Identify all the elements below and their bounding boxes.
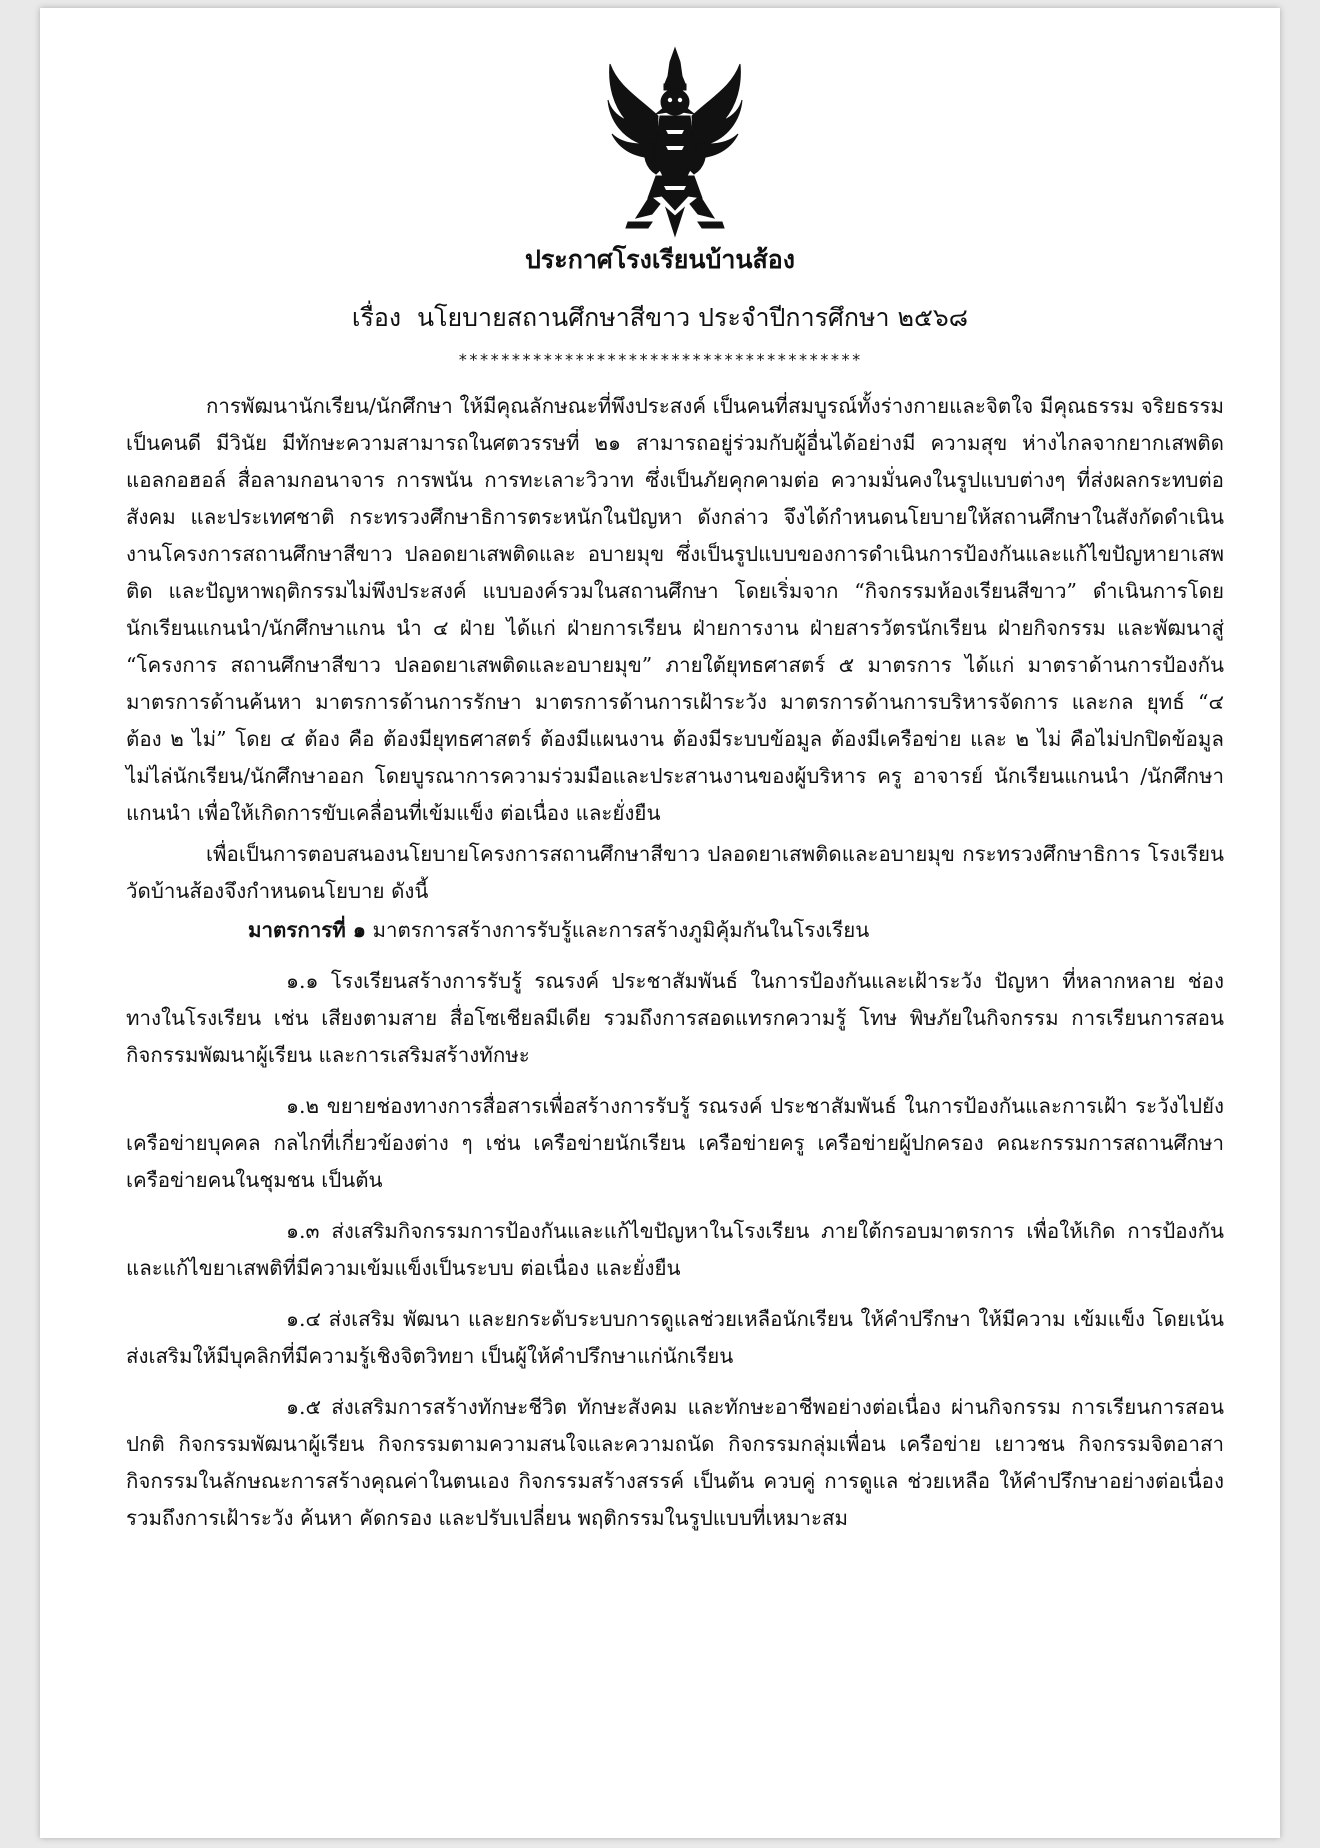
measure-item-1-1: ๑.๑ โรงเรียนสร้างการรับรู้ รณรงค์ ประชาสัมพันธ์ ในการป้องกันและเฝ้าระวัง ปัญหา ที่หลากหลาย ช่องทางในโรงเรียน เช่น เสียงตามสาย สื่อโซเชียลมีเดีย รวมถึงการสอดแทรกความรู้ โทษ พิษภัยในกิจกรรม การเรียนการสอน กิจกรรมพัฒนาผู้เรียน และการเสริมสร้างทักษะ — [126, 969, 1224, 1067]
announcement-body — [126, 388, 1224, 1537]
separator-line: ************************************** — [457, 350, 863, 369]
announcement-title: ประกาศโรงเรียนบ้านส้อง — [524, 245, 796, 274]
intro-paragraph: การพัฒนานักเรียน/นักศึกษา ให้มีคุณลักษณะที่พึงประสงค์ เป็นคนที่สมบูรณ์ทั้งร่างกายและจิตใจ มีคุณธรรม จริยธรรม เป็นคนดี มีวินัย มีทักษะความสามารถในศตวรรษที่ ๒๑ สามารถอยู่ร่วมกับผู้อื่นได้อย่างมี ความสุข ห่างไกลจากยากเสพติด แอลกอฮอล์ สื่อลามกอนาจาร การพนัน การทะเลาะวิวาท ซึ่งเป็นภัยคุกคามต่อ ความมั่นคงในรูปแบบต่างๆ ที่ส่งผลกระทบต่อสังคม และประเทศชาติ กระทรวงศึกษาธิการตระหนักในปัญหา ดังกล่าว จึงได้กำหนดนโยบายให้สถานศึกษาในสังกัดดำเนินงานโครงการสถานศึกษาสีขาว ปลอดยาเสพติดและ อบายมุข ซึ่งเป็นรูปแบบของการดำเนินการป้องกันและแก้ไขปัญหายาเสพติด และปัญหาพฤติกรรมไม่พึงประสงค์ แบบองค์รวมในสถานศึกษา โดยเริ่มจาก “กิจกรรมห้องเรียนสีขาว” ดำเนินการโดยนักเรียนแกนนำ/นักศึกษาแกน นำ ๔ ฝ่าย ได้แก่ ฝ่ายการเรียน ฝ่ายการงาน ฝ่ายสารวัตรนักเรียน ฝ่ายกิจกรรม และพัฒนาสู่ “โครงการ สถานศึกษาสีขาว ปลอดยาเสพติดและอบายมุข” ภายใต้ยุทธศาสตร์ ๕ มาตรการ ได้แก่ มาตราด้านการป้องกัน มาตรการด้านค้นหา มาตรการด้านการรักษา มาตรการด้านการเฝ้าระวัง มาตรการด้านการบริหารจัดการ และกล ยุทธ์ “๔ ต้อง ๒ ไม่” โดย ๔ ต้อง คือ ต้องมียุทธศาสตร์ ต้องมีแผนงาน ต้องมีระบบข้อมูล ต้องมีเครือข่าย และ ๒ ไม่ คือไม่ปกปิดข้อมูล ไม่ไล่นักเรียน/นักศึกษาออก โดยบูรณาการความร่วมมือและประสานงานของผู้บริหาร ครู อาจารย์ นักเรียนแกนนำ /นักศึกษาแกนนำ เพื่อให้เกิดการขับเคลื่อนที่เข้มแข็ง ต่อเนื่อง และยั่งยืน — [126, 394, 1224, 825]
measure-label: มาตรการที่ ๑ — [248, 918, 366, 942]
measure-title: มาตรการสร้างการรับรู้และการสร้างภูมิคุ้มกันในโรงเรียน — [365, 918, 870, 942]
measure-item-1-2: ๑.๒ ขยายช่องทางการสื่อสารเพื่อสร้างการรับรู้ รณรงค์ ประชาสัมพันธ์ ในการป้องกันและการเฝ้า ระวังไปยังเครือข่ายบุคคล กลไกที่เกี่ยวข้องต่าง ๆ เช่น เครือข่ายนักเรียน เครือข่ายครู เครือข่ายผู้ปกครอง คณะกรรมการสถานศึกษา เครือข่ายคนในชุมชน เป็นต้น — [126, 1094, 1224, 1192]
measure-item-1-3: ๑.๓ ส่งเสริมกิจกรรมการป้องกันและแก้ไขปัญหาในโรงเรียน ภายใต้กรอบมาตรการ เพื่อให้เกิด การป้องกันและแก้ไขยาเสพติที่มีความเข้มแข็งเป็นระบบ ต่อเนื่อง และยั่งยืน — [126, 1219, 1224, 1280]
garuda-emblem-icon — [606, 46, 744, 238]
measure-item-1-5: ๑.๕ ส่งเสริมการสร้างทักษะชีวิต ทักษะสังคม และทักษะอาชีพอย่างต่อเนื่อง ผ่านกิจกรรม การเรียนการสอนปกติ กิจกรรมพัฒนาผู้เรียน กิจกรรมตามความสนใจและความถนัด กิจกรรมกลุ่มเพื่อน เครือข่าย เยาวชน กิจกรรมจิตอาสา กิจกรรมในลักษณะการสร้างคุณค่าในตนเอง กิจกรรมสร้างสรรค์ เป็นต้น ควบคู่ การดูแล ช่วยเหลือ ให้คำปรึกษาอย่างต่อเนื่อง รวมถึงการเฝ้าระวัง ค้นหา คัดกรอง และปรับเปลี่ยน พฤติกรรมในรูปแบบที่เหมาะสม — [126, 1395, 1224, 1530]
measure-heading — [248, 912, 1224, 949]
document-page — [40, 8, 1280, 1838]
announcement-subject: เรื่อง นโยบายสถานศึกษาสีขาว ประจำปีการศึกษา ๒๕๖๘ — [351, 303, 969, 332]
purpose-paragraph: เพื่อเป็นการตอบสนองนโยบายโครงการสถานศึกษาสีขาว ปลอดยาเสพติดและอบายมุข กระทรวงศึกษาธิการ โรงเรียนวัดบ้านส้องจึงกำหนดนโยบาย ดังนี้ — [126, 842, 1224, 903]
measure-item-1-4: ๑.๔ ส่งเสริม พัฒนา และยกระดับระบบการดูแลช่วยเหลือนักเรียน ให้คำปรึกษา ให้มีความ เข้มแข็ง โดยเน้นส่งเสริมให้มีบุคลิกที่มีความรู้เชิงจิตวิทยา เป็นผู้ให้คำปรึกษาแก่นักเรียน — [126, 1307, 1224, 1368]
